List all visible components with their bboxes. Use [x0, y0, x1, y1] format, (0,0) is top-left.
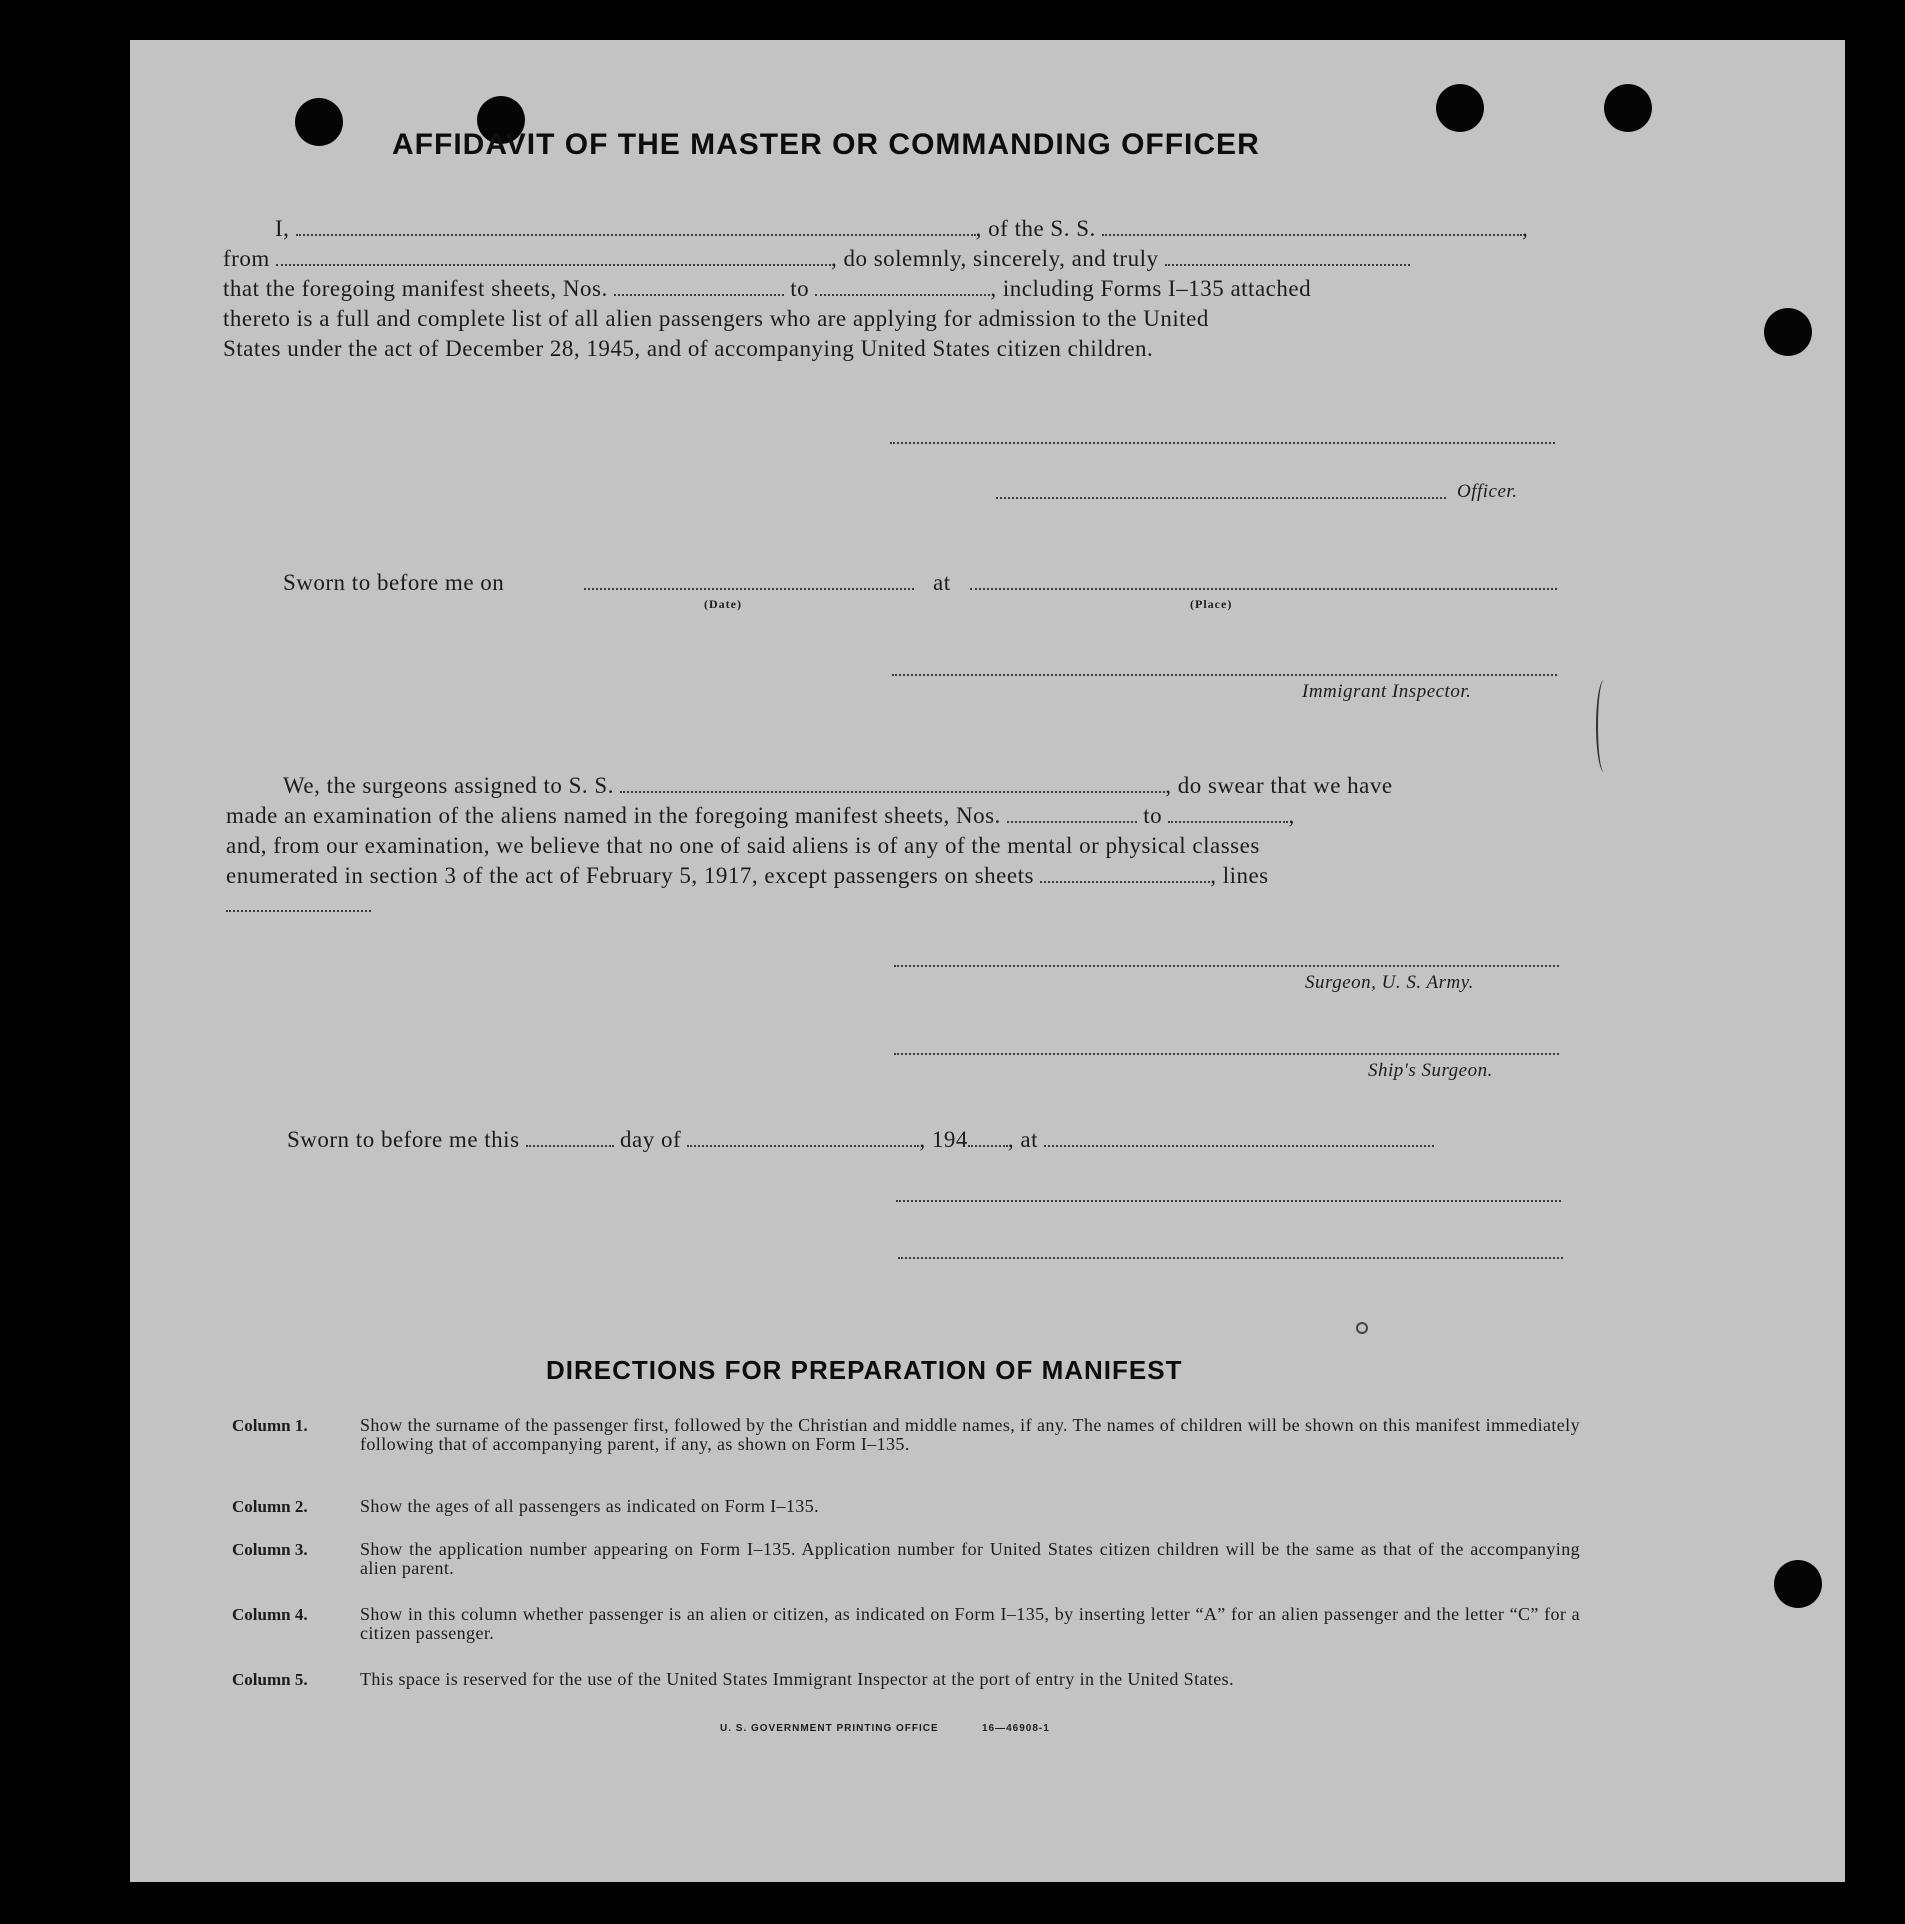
sworn-before-me-on: Sworn to before me on [283, 570, 505, 595]
text: , 194 [919, 1127, 968, 1152]
ships-surgeon-label: Ship's Surgeon. [1368, 1060, 1493, 1081]
text: , of the S. S. [975, 216, 1096, 241]
text: , at [1007, 1127, 1038, 1152]
directions-title: DIRECTIONS FOR PREPARATION OF MANIFEST [546, 1355, 1183, 1385]
ship-name-blank[interactable] [1102, 216, 1522, 236]
column-5-label: Column 5. [232, 1670, 308, 1689]
month-blank[interactable] [687, 1127, 919, 1147]
ship-surgeon-signature-line[interactable] [894, 1053, 1559, 1055]
text: , lines [1210, 863, 1269, 888]
inspector-signature-line[interactable] [892, 674, 1557, 676]
surgeons-line-2 [226, 801, 1295, 831]
signature-line-2[interactable] [898, 1257, 1563, 1259]
affidavit-line-3 [223, 274, 1311, 304]
column-2-label: Column 2. [232, 1497, 308, 1516]
affidavit-line-4: thereto is a full and complete list of all alien passengers who are applying for admission to the United [223, 306, 1209, 331]
sworn-place-blank[interactable] [1044, 1127, 1434, 1147]
text: , do swear that we have [1165, 773, 1393, 798]
punch-hole [1436, 84, 1484, 132]
text: We, the surgeons assigned to S. S. [283, 773, 614, 798]
port-blank[interactable] [276, 246, 831, 266]
surgeons-line-1 [283, 771, 1393, 801]
column-1-label: Column 1. [232, 1416, 308, 1435]
text: from [223, 246, 270, 271]
surgeons-line-3: and, from our examination, we believe that no one of said aliens is of any of the mental or physical classes [226, 833, 1260, 858]
affidavit-line-5: States under the act of December 28, 1945, and of accompanying United States citizen children. [223, 336, 1154, 361]
text: , [1288, 803, 1295, 828]
oath-blank[interactable] [1165, 246, 1410, 266]
text: to [790, 276, 810, 301]
place-caption: (Place) [1190, 597, 1233, 611]
name-blank[interactable] [296, 216, 976, 236]
column-3-label: Column 3. [232, 1540, 308, 1559]
sheets-to-blank[interactable] [815, 276, 990, 296]
text: , do solemnly, sincerely, and truly [830, 246, 1159, 271]
sworn-at: at [933, 570, 951, 595]
column-3-text: Show the application number appearing on Form I–135. Application number for United States citizen children will be the same as that of the accompanying alien parent. [360, 1539, 1580, 1578]
immigrant-inspector-label: Immigrant Inspector. [1302, 681, 1472, 702]
text: made an examination of the aliens named in the foregoing manifest sheets, Nos. [226, 803, 1001, 828]
column-2-text: Show the ages of all passengers as indicated on Form I–135. [360, 1496, 820, 1516]
affidavit-line-2 [223, 244, 1410, 274]
punch-hole [1764, 308, 1812, 356]
sheets-from-blank[interactable] [614, 276, 784, 296]
affidavit-line-1 [275, 214, 1528, 244]
column-4-label: Column 4. [232, 1605, 308, 1624]
officer-label: Officer. [1457, 481, 1518, 502]
army-surgeon-label: Surgeon, U. S. Army. [1305, 972, 1474, 993]
surgeons-sheets-to-blank[interactable] [1168, 803, 1288, 823]
text: day of [620, 1127, 682, 1152]
text: , including Forms I–135 attached [990, 276, 1312, 301]
column-4-text: Show in this column whether passenger is an alien or citizen, as indicated on Form I–135, by inserting letter “A” for an alien passenger and the letter “C” for a citizen passenger. [360, 1604, 1580, 1643]
year-blank[interactable] [968, 1127, 1008, 1147]
ink-speck [1356, 1322, 1368, 1334]
text: Sworn to before me this [287, 1127, 520, 1152]
column-5-text: This space is reserved for the use of the United States Immigrant Inspector at the port of entry in the United States. [360, 1669, 1234, 1689]
punch-hole [295, 98, 343, 146]
printer-imprint: U. S. GOVERNMENT PRINTING OFFICE [720, 1723, 939, 1734]
text: that the foregoing manifest sheets, Nos. [223, 276, 608, 301]
text: I, [275, 216, 290, 241]
date-caption: (Date) [704, 597, 742, 611]
sworn-place-line[interactable] [970, 588, 1557, 590]
form-page [130, 40, 1845, 1882]
sworn-date-line[interactable] [584, 588, 914, 590]
surgeons-ship-blank[interactable] [620, 773, 1165, 793]
ink-speck [1596, 680, 1612, 772]
lines-blank[interactable] [226, 910, 371, 912]
punch-hole [1604, 84, 1652, 132]
signature-line-1[interactable] [896, 1200, 1561, 1202]
surgeons-sheets-from-blank[interactable] [1007, 803, 1137, 823]
column-1-text: Show the surname of the passenger first, followed by the Christian and middle names, if any. The names of children will be shown on this manifest immediately following that of accompanying parent, if any, as shown on Form I–135. [360, 1415, 1580, 1454]
surgeons-line-4 [226, 861, 1269, 891]
sworn-before-me-this [287, 1125, 1434, 1155]
page-title: AFFIDAVIT OF THE MASTER OR COMMANDING OFFICER [392, 128, 1260, 161]
officer-signature-line[interactable] [996, 497, 1446, 499]
except-sheets-blank[interactable] [1040, 863, 1210, 883]
text: to [1143, 803, 1163, 828]
text: , [1522, 216, 1529, 241]
text: enumerated in section 3 of the act of February 5, 1917, except passengers on sheets [226, 863, 1034, 888]
army-surgeon-signature-line[interactable] [894, 965, 1559, 967]
master-signature-line[interactable] [890, 442, 1555, 444]
form-code: 16—46908-1 [982, 1723, 1050, 1734]
punch-hole [1774, 1560, 1822, 1608]
day-blank[interactable] [526, 1127, 614, 1147]
